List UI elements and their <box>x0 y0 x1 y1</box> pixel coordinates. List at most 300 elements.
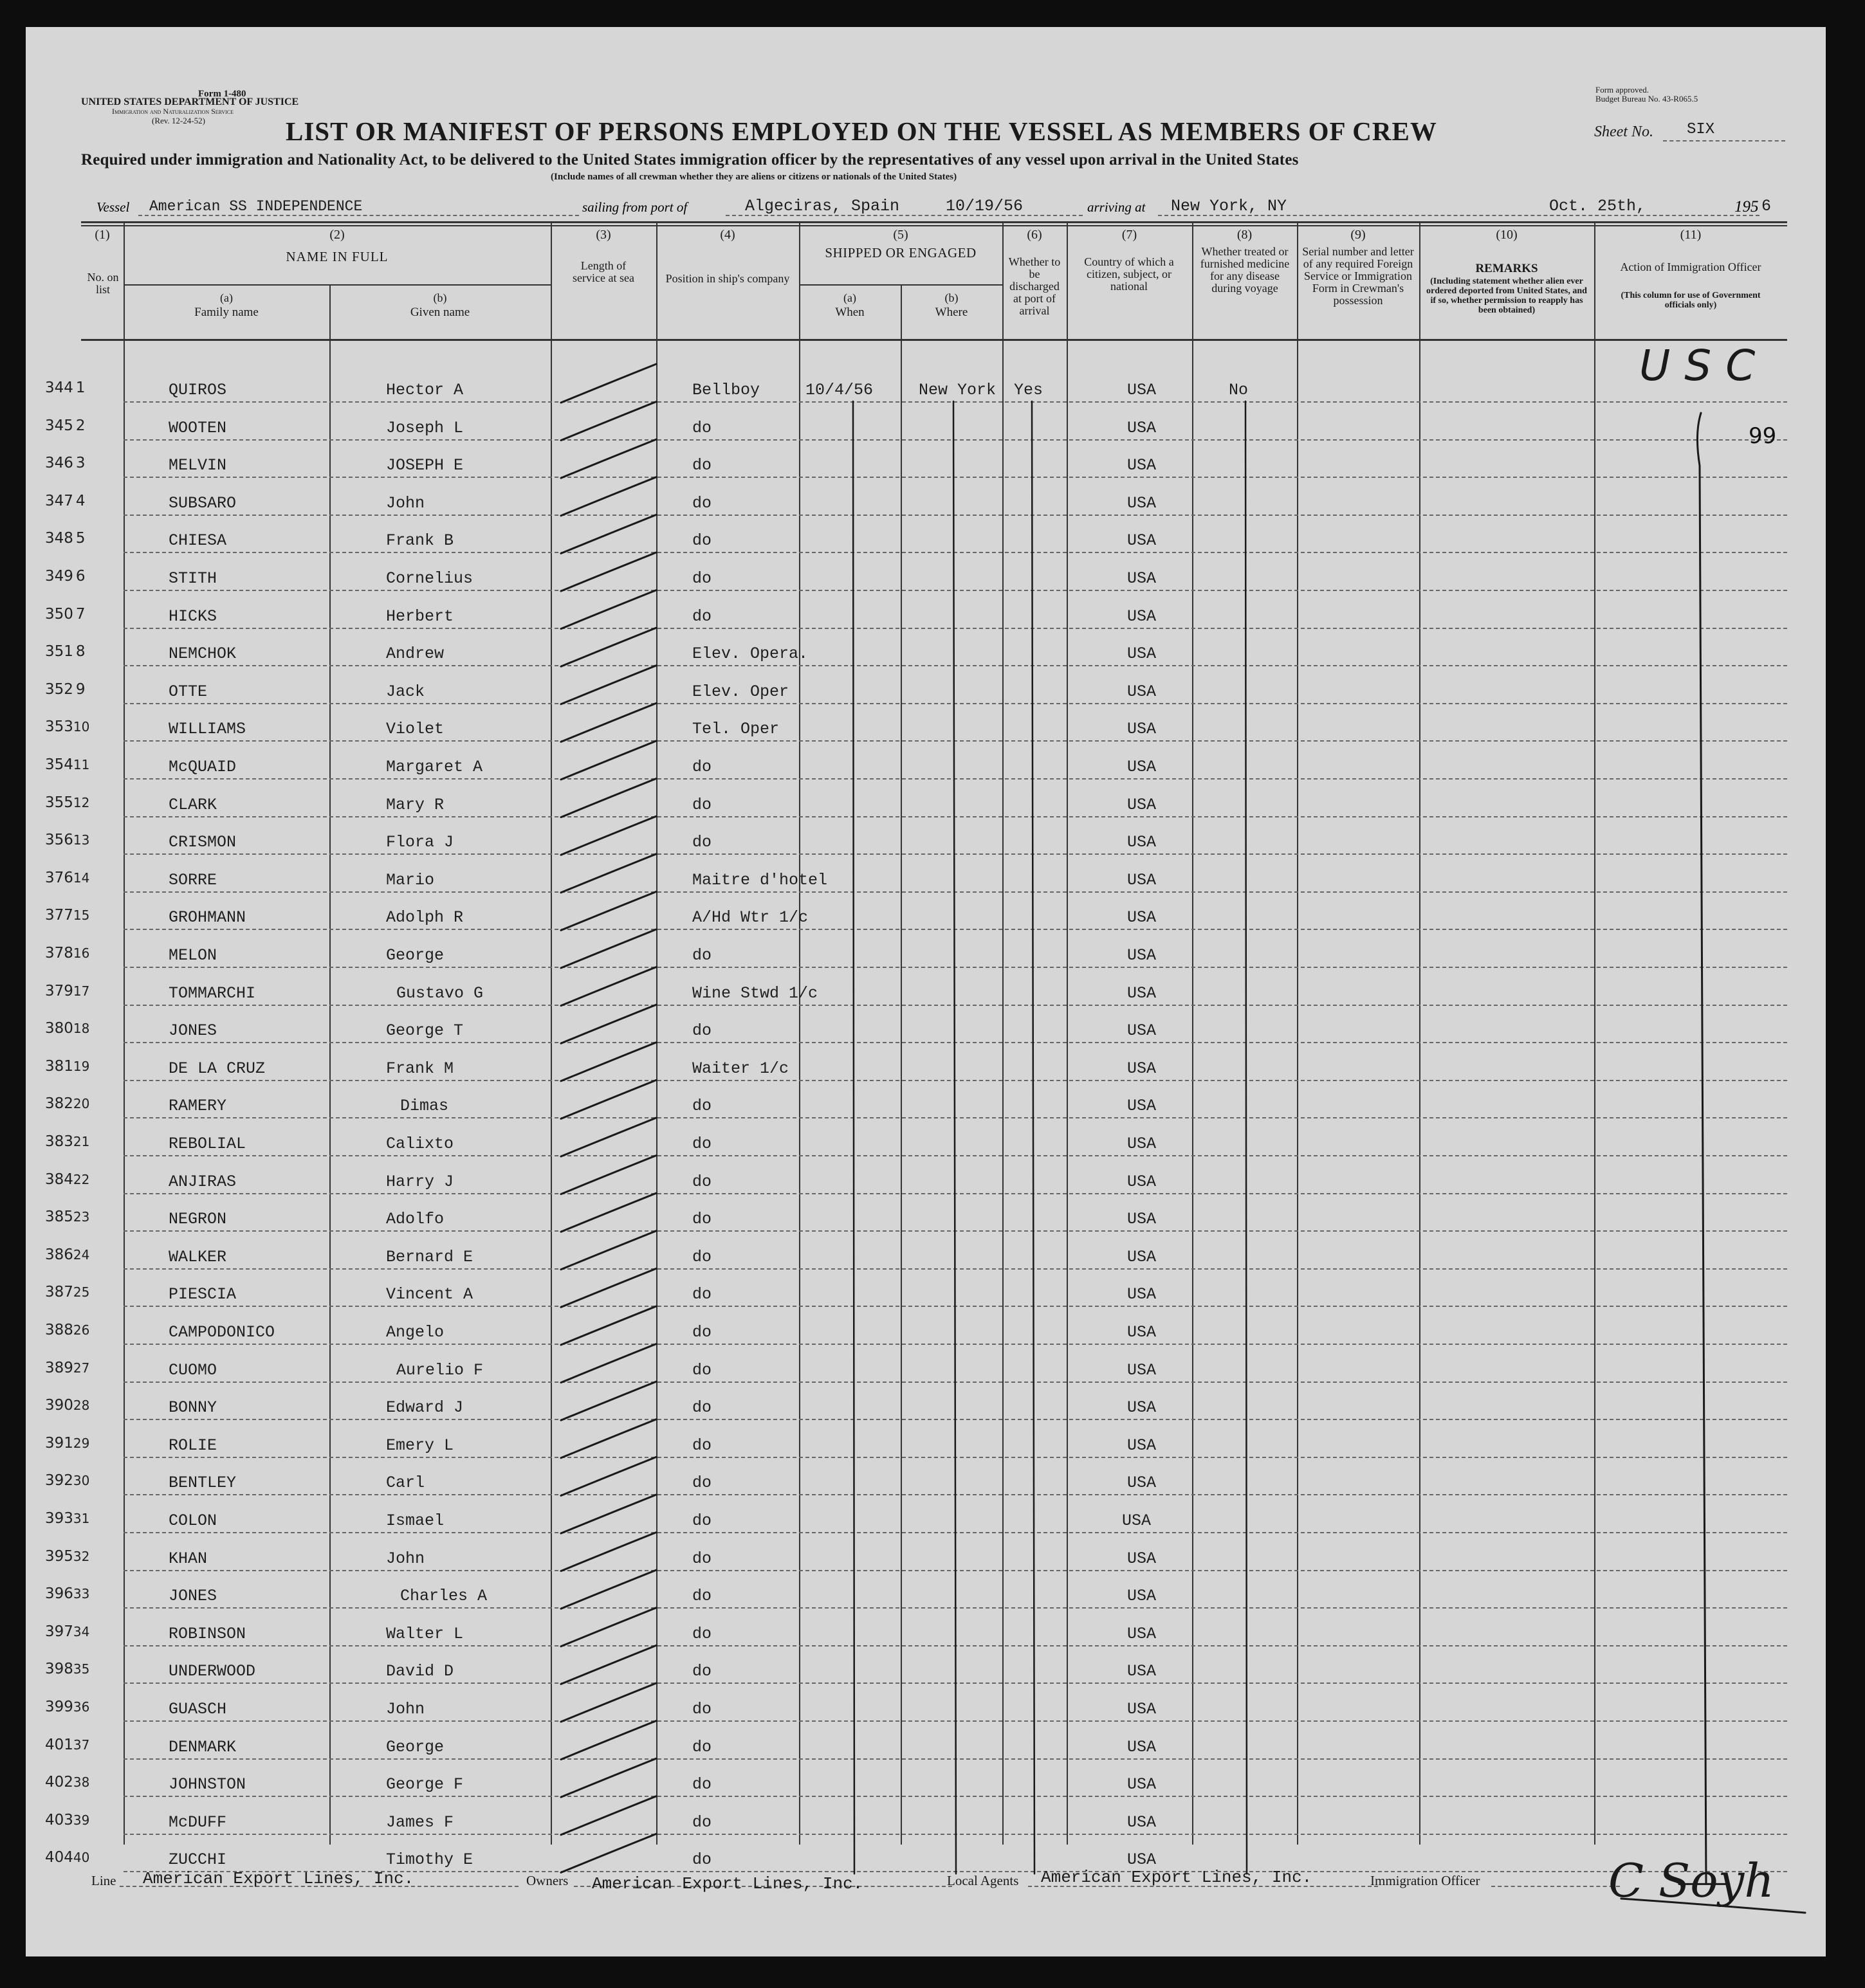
handwritten-marks <box>26 27 1826 1956</box>
stamped-number: 393 <box>45 1510 73 1527</box>
given-name-cell: Adolph R <box>386 908 464 927</box>
given-name-cell: Frank M <box>386 1059 454 1078</box>
country-cell: USA <box>1127 1360 1157 1380</box>
stamped-number: 353 <box>45 718 73 736</box>
country-cell: USA <box>1127 531 1157 551</box>
discharge-cell: Yes <box>1014 381 1043 399</box>
sheet-label: Sheet No. <box>1594 123 1653 140</box>
family-name-cell: KHAN <box>169 1549 208 1568</box>
position-cell: do <box>692 1021 712 1041</box>
pen-stroke <box>561 1796 656 1835</box>
pen-stroke <box>1621 1899 1805 1913</box>
list-number: 23 <box>73 1209 90 1225</box>
given-name-cell: George T <box>386 1021 464 1041</box>
country-cell: USA <box>1127 908 1157 927</box>
family-name-cell: REBOLIAL <box>169 1135 246 1153</box>
col1-number: (1) <box>95 228 110 242</box>
stamped-number: 351 <box>45 643 73 661</box>
given-name-cell: George F <box>386 1775 464 1794</box>
manifest-subtitle: Required under immigration and Nationality Act, to be delivered to the United States immigration officer by the representatives of any vessel upon arrival in the United States <box>81 151 1299 169</box>
pen-stroke <box>561 1721 656 1760</box>
pen-stroke <box>561 854 656 893</box>
country-cell: USA <box>1127 758 1157 776</box>
given-name-cell: Ismael <box>386 1511 445 1530</box>
position-cell: Wine Stwd 1/c <box>692 983 818 1003</box>
pen-stroke <box>561 967 656 1006</box>
stamped-number: 378 <box>45 945 73 962</box>
pen-stroke <box>561 1382 656 1420</box>
country-cell: USA <box>1127 1172 1157 1191</box>
position-cell: do <box>692 1285 712 1304</box>
position-cell: do <box>692 456 712 475</box>
pen-stroke <box>561 1645 656 1684</box>
list-number: 15 <box>73 907 90 924</box>
pen-stroke <box>561 515 656 553</box>
position-cell: do <box>692 1662 712 1681</box>
given-name-cell: Violet <box>386 720 445 739</box>
family-name-cell: DE LA CRUZ <box>169 1059 266 1078</box>
pen-stroke <box>853 401 854 1874</box>
country-cell: USA <box>1127 1624 1157 1643</box>
country-cell: USA <box>1127 1812 1157 1832</box>
list-number: 8 <box>75 643 86 661</box>
country-cell: USA <box>1127 1398 1157 1418</box>
family-name-cell: ZUCCHI <box>169 1850 227 1870</box>
pen-stroke <box>561 1193 656 1232</box>
list-number: 3 <box>75 455 86 472</box>
country-cell: USA <box>1127 1059 1157 1078</box>
arrival-year-digit: 6 <box>1761 197 1772 215</box>
stamped-number: 385 <box>45 1208 73 1226</box>
pen-stroke <box>561 1570 656 1609</box>
arrival-port: New York, NY <box>1171 197 1287 215</box>
given-name-cell: Margaret A <box>386 758 483 776</box>
col5-number: (5) <box>893 228 908 242</box>
family-name-cell: UNDERWOOD <box>169 1662 256 1681</box>
list-number: 24 <box>73 1246 90 1263</box>
position-cell: do <box>692 1398 712 1418</box>
action-annotation: USC <box>1639 341 1770 390</box>
position-cell: do <box>692 1775 712 1794</box>
col1-header: No. on list <box>87 271 119 296</box>
stamped-number: 382 <box>45 1095 73 1113</box>
stamped-number: 347 <box>45 492 73 509</box>
position-cell: Tel. Oper <box>692 720 780 739</box>
given-name-cell: Jack <box>386 682 425 701</box>
family-name-cell: McDUFF <box>169 1812 227 1832</box>
country-cell: USA <box>1127 833 1157 852</box>
position-cell: do <box>692 1097 712 1116</box>
list-number: 21 <box>73 1134 90 1149</box>
col7-header: Country of which a citizen, subject, or national <box>1084 255 1174 293</box>
family-name-cell: QUIROS <box>169 381 227 399</box>
sheet-number: SIX <box>1687 121 1715 138</box>
country-cell: USA <box>1127 1850 1157 1870</box>
family-name-cell: DENMARK <box>169 1737 237 1756</box>
family-name-cell: CUOMO <box>169 1360 217 1380</box>
pen-stroke <box>561 929 656 968</box>
list-number: 17 <box>73 983 90 999</box>
given-name-cell: Harry J <box>386 1172 454 1191</box>
country-cell: USA <box>1127 1700 1157 1719</box>
family-name-cell: OTTE <box>169 682 208 701</box>
list-number: 39 <box>73 1812 90 1828</box>
manifest-title: LIST OR MANIFEST OF PERSONS EMPLOYED ON THE VESSEL AS MEMBERS OF CREW <box>286 116 1437 146</box>
list-number: 20 <box>73 1096 90 1112</box>
country-cell: USA <box>1127 720 1157 739</box>
stamped-number: 399 <box>45 1699 73 1715</box>
form-approved: Form approved. <box>1595 85 1649 95</box>
col11-header: Action of Immigration Officer <box>1620 260 1761 273</box>
given-name-cell: Flora J <box>386 833 454 852</box>
list-number: 36 <box>73 1699 90 1715</box>
country-cell: USA <box>1127 1436 1157 1455</box>
country-cell: USA <box>1127 1247 1157 1266</box>
given-name-cell: Bernard E <box>386 1247 473 1266</box>
col2a-letter: (a) <box>220 291 233 304</box>
sailing-date: 10/19/56 <box>946 197 1024 215</box>
country-cell: USA <box>1127 946 1157 965</box>
given-name-cell: Adolfo <box>386 1210 445 1229</box>
country-cell: USA <box>1127 606 1157 626</box>
given-name-cell: Cornelius <box>386 569 473 588</box>
sailing-label: sailing from port of <box>582 199 688 215</box>
pen-stroke <box>561 1306 656 1345</box>
country-cell: USA <box>1127 1021 1157 1041</box>
col9-header: Serial number and letter of any required Foreign Service or Immigration Form in Crewman's possession <box>1302 245 1414 307</box>
col8-number: (8) <box>1236 228 1253 242</box>
col5a-header: When <box>835 305 865 319</box>
list-number: 37 <box>73 1737 90 1753</box>
family-name-cell: BONNY <box>169 1398 217 1418</box>
stamped-number: 396 <box>45 1585 73 1603</box>
list-number: 19 <box>73 1058 90 1074</box>
family-name-cell: ANJIRAS <box>169 1172 237 1191</box>
vessel-name: American SS INDEPENDENCE <box>149 198 363 215</box>
country-cell: USA <box>1127 682 1157 701</box>
revision: (Rev. 12-24-52) <box>152 116 205 125</box>
stamped-number: 350 <box>45 605 73 623</box>
position-cell: Bellboy <box>692 381 760 399</box>
officer-label: Immigration Officer <box>1370 1873 1480 1888</box>
stamped-number: 404 <box>45 1849 73 1866</box>
pen-stroke <box>561 1344 656 1383</box>
given-name-cell: Emery L <box>386 1436 454 1455</box>
arriving-label: arriving at <box>1087 199 1146 215</box>
position-cell: Elev. Opera. <box>692 644 809 664</box>
country-cell: USA <box>1127 493 1157 513</box>
position-cell: do <box>692 1624 712 1643</box>
given-name-cell: Dimas <box>400 1097 449 1116</box>
list-number: 11 <box>73 757 90 772</box>
position-cell: do <box>692 1549 712 1568</box>
list-number: 7 <box>75 605 86 623</box>
list-number: 2 <box>75 417 86 434</box>
position-cell: do <box>692 1135 712 1153</box>
stamped-number: 355 <box>45 794 73 811</box>
country-cell: USA <box>1127 795 1157 814</box>
pen-stroke <box>561 477 656 516</box>
stamped-number: 383 <box>45 1133 73 1150</box>
pen-stroke <box>561 439 656 478</box>
position-cell: do <box>692 1210 712 1229</box>
position-cell: do <box>692 1247 712 1266</box>
stamped-number: 377 <box>45 907 73 924</box>
col5b-letter: (b) <box>944 291 959 304</box>
pen-stroke <box>1245 401 1247 1874</box>
position-cell: do <box>692 833 712 852</box>
col10-header: REMARKS <box>1475 262 1538 275</box>
pen-stroke <box>561 1457 656 1495</box>
list-number: 33 <box>73 1586 90 1602</box>
col4-number: (4) <box>720 228 735 242</box>
list-number: 13 <box>73 832 90 848</box>
list-number: 5 <box>75 530 86 547</box>
agents-label: Local Agents <box>947 1873 1019 1888</box>
col11-number: (11) <box>1680 228 1702 242</box>
arrival-date: Oct. 25th, <box>1549 197 1646 215</box>
col8-header: Whether treated or furnished medicine for any disease during voyage <box>1200 245 1290 295</box>
pen-stroke <box>561 628 656 666</box>
list-number: 26 <box>73 1322 90 1338</box>
given-name-cell: James F <box>386 1812 454 1832</box>
owners-value: American Export Lines, Inc. <box>592 1874 863 1893</box>
col6-number: (6) <box>1027 228 1042 242</box>
sailing-port: Algeciras, Spain <box>745 197 900 215</box>
pen-stroke <box>561 1608 656 1646</box>
country-cell: USA <box>1127 1473 1157 1493</box>
list-number: 10 <box>73 719 90 735</box>
position-cell: do <box>692 1850 712 1870</box>
col7-number: (7) <box>1121 228 1137 242</box>
col6-header: Whether to be discharged at port of arrival <box>1008 255 1061 317</box>
list-number: 28 <box>73 1398 90 1414</box>
family-name-cell: STITH <box>169 569 217 588</box>
pen-stroke <box>561 703 656 742</box>
family-name-cell: WALKER <box>169 1247 227 1266</box>
position-cell: do <box>692 946 712 965</box>
stamped-number: 402 <box>45 1774 73 1791</box>
list-number: 40 <box>73 1850 90 1866</box>
given-name-cell: Frank B <box>386 531 454 551</box>
pen-stroke <box>561 816 656 855</box>
position-cell: do <box>692 606 712 626</box>
list-number: 27 <box>73 1360 90 1376</box>
given-name-cell: Timothy E <box>386 1850 473 1870</box>
country-cell: USA <box>1127 1323 1157 1342</box>
pen-stroke <box>1032 401 1034 1874</box>
pen-stroke <box>561 1080 656 1118</box>
country-cell: USA <box>1127 569 1157 588</box>
given-name-cell: Hector A <box>386 381 464 399</box>
position-cell: do <box>692 1700 712 1719</box>
country-cell: USA <box>1127 983 1157 1003</box>
given-name-cell: Angelo <box>386 1323 445 1342</box>
family-name-cell: RAMERY <box>169 1097 227 1116</box>
stamped-number: 401 <box>45 1736 73 1753</box>
list-number: 22 <box>73 1171 90 1187</box>
list-number: 1 <box>75 379 86 396</box>
family-name-cell: SORRE <box>169 870 217 889</box>
col4-header: Position in ship's company <box>665 272 790 285</box>
pen-stroke <box>561 741 656 780</box>
country-cell: USA <box>1127 418 1157 437</box>
col9-number: (9) <box>1350 228 1366 242</box>
given-name-cell: John <box>386 1549 425 1568</box>
manifest-sheet <box>26 27 1826 1956</box>
stamped-number: 348 <box>45 530 73 547</box>
stamped-number: 386 <box>45 1246 73 1263</box>
given-name-cell: Aurelio F <box>396 1360 484 1380</box>
country-cell: USA <box>1127 1210 1157 1229</box>
pen-stroke <box>561 1834 656 1872</box>
position-cell: do <box>692 493 712 513</box>
family-name-cell: ROLIE <box>169 1436 217 1455</box>
family-name-cell: McQUAID <box>169 758 237 776</box>
stamped-number: 352 <box>45 680 73 698</box>
service-name: Immigration and Naturalization Service <box>112 107 234 116</box>
stamped-number: 346 <box>45 455 73 472</box>
country-cell: USA <box>1127 644 1157 664</box>
family-name-cell: CRISMON <box>169 833 237 852</box>
stamped-number: 392 <box>45 1472 73 1490</box>
position-cell: do <box>692 418 712 437</box>
col2-number: (2) <box>329 228 345 242</box>
form-number: Form 1-480 <box>198 89 246 99</box>
family-name-cell: NEMCHOK <box>169 644 237 664</box>
stamped-number: 379 <box>45 982 73 999</box>
family-name-cell: NEGRON <box>169 1210 227 1229</box>
given-name-cell: Mary R <box>386 795 445 814</box>
pen-stroke <box>953 401 956 1874</box>
stamped-number: 397 <box>45 1623 73 1640</box>
family-name-cell: JONES <box>169 1021 217 1041</box>
col3-number: (3) <box>596 228 611 242</box>
country-cell: USA <box>1127 381 1157 399</box>
pen-stroke <box>561 666 656 704</box>
list-number: 4 <box>75 492 86 509</box>
line-value: American Export Lines, Inc. <box>143 1869 414 1888</box>
country-cell: USA <box>1127 1097 1157 1116</box>
position-cell: do <box>692 1812 712 1832</box>
position-cell: do <box>692 795 712 814</box>
family-name-cell: MELVIN <box>169 456 227 475</box>
position-cell: A/Hd Wtr 1/c <box>692 908 809 927</box>
given-name-cell: Andrew <box>386 644 445 664</box>
given-name-cell: Edward J <box>386 1398 464 1418</box>
family-name-cell: CHIESA <box>169 531 227 551</box>
pen-stroke <box>561 1118 656 1156</box>
shipped-where-cell: New York <box>919 381 997 399</box>
position-cell: do <box>692 569 712 588</box>
list-number: 30 <box>73 1473 90 1489</box>
stamped-number: 389 <box>45 1359 73 1376</box>
list-number: 35 <box>73 1661 90 1677</box>
line-label: Line <box>91 1873 116 1888</box>
stamped-number: 403 <box>45 1811 73 1828</box>
pen-stroke <box>561 1683 656 1722</box>
given-name-cell: Herbert <box>386 606 454 626</box>
given-name-cell: John <box>386 493 425 513</box>
given-name-cell: George <box>386 946 445 965</box>
country-cell: USA <box>1127 1587 1157 1606</box>
family-name-cell: JONES <box>169 1587 217 1606</box>
stamped-number: 395 <box>45 1547 73 1565</box>
country-cell: USA <box>1127 1737 1157 1756</box>
pen-stroke <box>561 891 656 930</box>
position-cell: Maitre d'hotel <box>692 870 828 889</box>
col5b-header: Where <box>935 305 968 319</box>
family-name-cell: COLON <box>169 1511 217 1530</box>
stamped-number: 387 <box>45 1284 73 1301</box>
col2b-letter: (b) <box>433 291 447 304</box>
pen-stroke <box>561 779 656 817</box>
list-number: 16 <box>73 945 90 961</box>
family-name-cell: GUASCH <box>169 1700 227 1719</box>
family-name-cell: WOOTEN <box>169 418 227 437</box>
col5a-letter: (a) <box>843 291 856 304</box>
stamped-number: 390 <box>45 1397 73 1414</box>
stamped-number: 354 <box>45 756 73 773</box>
pen-stroke <box>561 552 656 591</box>
family-name-cell: BENTLEY <box>169 1473 237 1493</box>
given-name-cell: Mario <box>386 870 435 889</box>
country-cell: USA <box>1127 1549 1157 1568</box>
col5-header: SHIPPED OR ENGAGED <box>825 245 977 260</box>
position-cell: do <box>692 1436 712 1455</box>
given-name-cell: George <box>386 1737 445 1756</box>
given-name-cell: Charles A <box>400 1587 488 1606</box>
pen-stroke <box>561 1156 656 1194</box>
list-number: 38 <box>73 1774 90 1791</box>
col11-note: (This column for use of Government officials only) <box>1621 291 1761 310</box>
budget-bureau: Budget Bureau No. 43-R065.5 <box>1595 94 1698 104</box>
stamped-number: 388 <box>45 1322 73 1338</box>
country-cell: USA <box>1127 1285 1157 1304</box>
given-name-cell: Joseph L <box>386 418 464 437</box>
family-name-cell: HICKS <box>169 606 217 626</box>
pen-stroke <box>561 1005 656 1043</box>
pen-stroke <box>561 1419 656 1458</box>
stamped-number: 344 <box>45 379 73 396</box>
list-number: 31 <box>73 1511 90 1526</box>
position-cell: do <box>692 531 712 551</box>
stamped-number: 356 <box>45 832 73 849</box>
position-cell: do <box>692 1473 712 1493</box>
stamped-number: 345 <box>45 417 73 434</box>
pen-stroke <box>561 1268 656 1307</box>
pen-stroke <box>561 402 656 441</box>
position-cell: Elev. Oper <box>692 682 789 701</box>
position-cell: do <box>692 1172 712 1191</box>
pen-stroke <box>561 590 656 629</box>
col2a-header: Family name <box>194 305 259 319</box>
stamped-number: 384 <box>45 1171 73 1188</box>
stamped-number: 376 <box>45 869 73 886</box>
given-name-cell: Gustavo G <box>396 983 484 1003</box>
country-cell: USA <box>1127 1135 1157 1153</box>
given-name-cell: Carl <box>386 1473 425 1493</box>
list-number: 29 <box>73 1435 90 1451</box>
vessel-label: Vessel <box>96 199 130 215</box>
pen-stroke <box>561 1758 656 1797</box>
count-annotation: 99 <box>1749 423 1777 449</box>
given-name-cell: JOSEPH E <box>386 456 464 475</box>
country-cell: USA <box>1127 456 1157 475</box>
family-name-cell: WILLIAMS <box>169 720 246 739</box>
family-name-cell: CAMPODONICO <box>169 1323 275 1342</box>
given-name-cell: Calixto <box>386 1135 454 1153</box>
